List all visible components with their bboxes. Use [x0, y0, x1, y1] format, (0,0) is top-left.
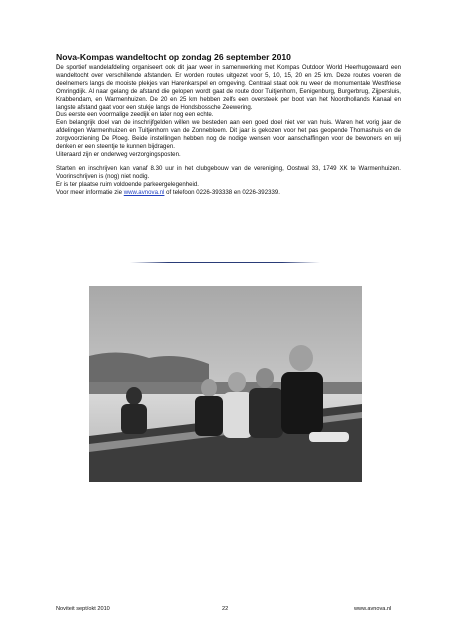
- footer-issue: Noviteit sept/okt 2010: [56, 606, 110, 612]
- paragraph-dike: Dus eerste een voormalige zeedijk en later nog een echte.: [56, 111, 214, 119]
- paragraph-info: [56, 189, 401, 197]
- info-suffix: of telefoon 0226-393338 en 0226-392339.: [164, 188, 280, 196]
- section-divider: [130, 262, 320, 263]
- boat-photo: [89, 286, 362, 482]
- article-title: Nova-Kompas wandeltocht op zondag 26 september 2010: [56, 52, 291, 62]
- paragraph-route: De sportief wandelafdeling organiseert ook dit jaar weer in samenwerking met Kompas Outdoor World Heerhugowaard een wandeltocht over verschillende afstanden. Er worden routes uitgezet voor 5, 10, 15, 20 en 25 km. Deze routes voeren de deelnemers langs de mooiste plekjes van Harenkarspel en omgeving. Centraal staat ook nu weer de monumentale Westfriese Omringdijk. Al naar gelang de afstand die gelopen wordt gaat de route door Tuitjenhorn, Eenigenburg, Burgerbrug, Zijpersluis, Krabbendam, en Warmenhuizen. De 20 en 25 km hebben zelfs een oversteek per boot van het Noordhollands Kanaal en langste afstand gaat voor een stukje langs de Hondsbossche Zeewering.: [56, 64, 401, 111]
- website-link[interactable]: www.avnova.nl: [123, 188, 165, 196]
- paragraph-posts: Uiteraard zijn er onderweg verzorgingsposten.: [56, 150, 181, 158]
- footer-website: www.avnova.nl: [354, 606, 392, 612]
- article-practical-info: [56, 165, 401, 197]
- info-prefix: Voor meer informatie zie: [56, 188, 124, 196]
- paragraph-parking: Er is ter plaatse ruim voldoende parkeergelegenheid.: [56, 180, 199, 188]
- article-body: [56, 64, 401, 159]
- page-number: 22: [222, 606, 229, 612]
- paragraph-charity: Een belangrijk doel van de inschrijfgelden willen we besteden aan een goed doel niet ver van huis. Waren het vorig jaar de afdelingen Warmenhuizen en Tuitjenhorn van de Zonnebloem. Dit jaar is gekozen voor het pas geopende Thomashuis en de zorgvoorziening De Ploeg. Beide instellingen hebben nog de nodige wensen voor aanschaffingen voor de bewoners en wij denken er een steentje te kunnen bijdragen.: [56, 119, 401, 151]
- paragraph-start: Starten en inschrijven kan vanaf 8.30 uur in het clubgebouw van de vereniging, Oostwal 33, 1749 XK te Warmenhuizen. Voorinschrijven is (nog) niet nodig.: [56, 165, 401, 180]
